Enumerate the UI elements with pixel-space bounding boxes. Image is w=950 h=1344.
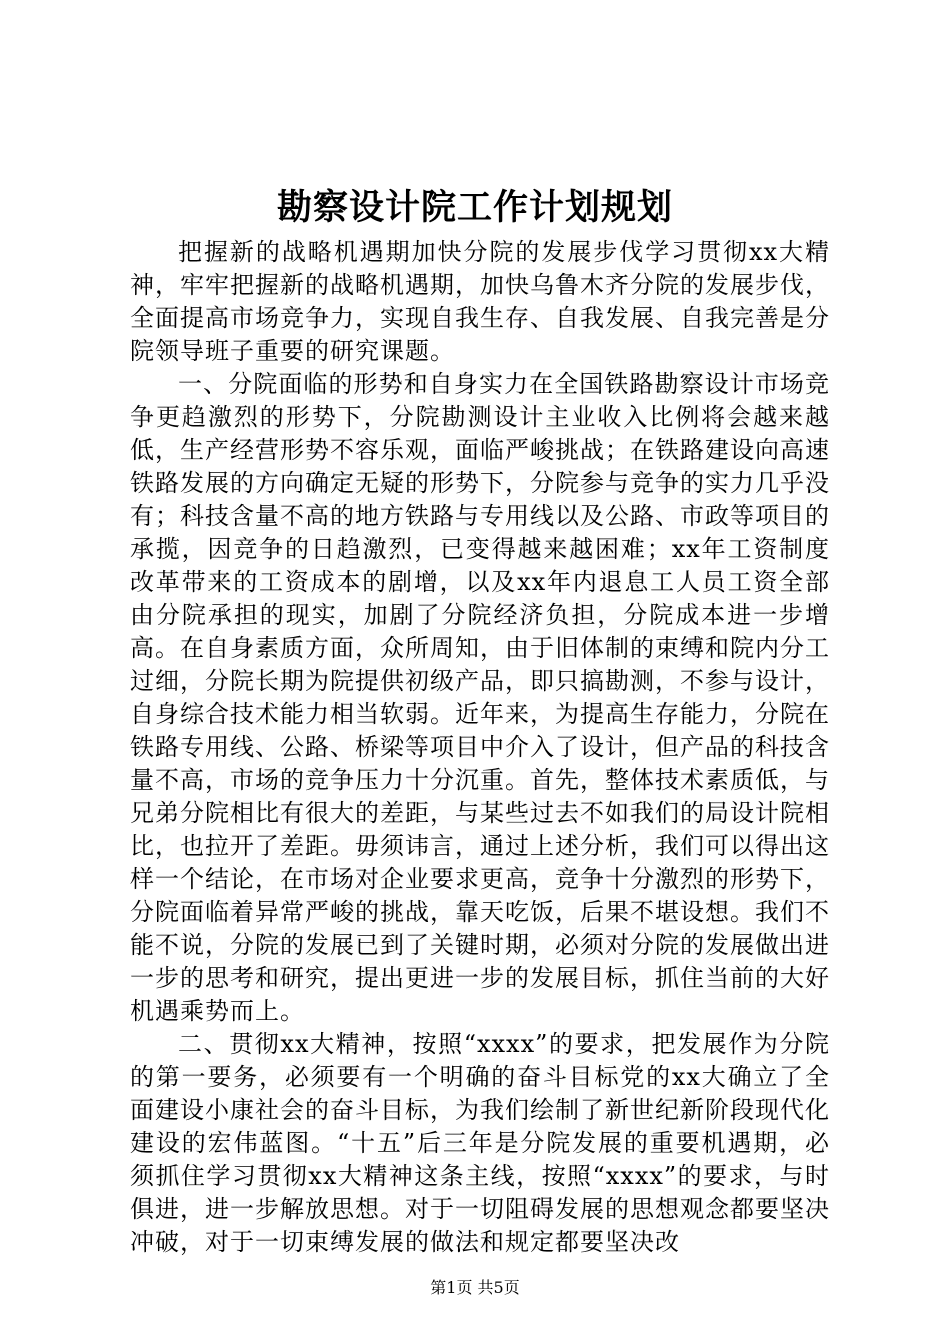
paragraph-section-two: 二、贯彻xx大精神，按照“xxxx”的要求，把发展作为分院的第一要务，必须要有一个明确的奋斗目标党的xx大确立了全面建设小康社会的奋斗目标，为我们绘制了新世纪新阶段现代化建设的宏伟蓝图。“十五”后三年是分院发展的重要机遇期，必须抓住学习贯彻xx大精神这条主线，按照“xxxx”的要求，与时俱进，进一步解放思想。对于一切阻碍发展的思想观念都要坚决冲破，对于一切束缚发展的做法和规定都要坚决改: [130, 1030, 830, 1256]
paragraph-intro: 把握新的战略机遇期加快分院的发展步伐学习贯彻xx大精神，牢牢把握新的战略机遇期，加快乌鲁木齐分院的发展步伐，全面提高市场竞争力，实现自我生存、自我发展、自我完善是分院领导班子重要的研究课题。: [130, 238, 830, 365]
paragraph-section-one: 一、分院面临的形势和自身实力在全国铁路勘察设计市场竞争更趋激烈的形势下，分院勘测设计主业收入比例将会越来越低，生产经营形势不容乐观，面临严峻挑战；在铁路建设向高速铁路发展的方向确定无疑的形势下，分院参与竞争的实力几乎没有；科技含量不高的地方铁路与专用线以及公路、市政等项目的承揽，因竞争的日趋激烈，已变得越来越困难；xx年工资制度改革带来的工资成本的剧增，以及xx年内退息工人员工资全部由分院承担的现实，加剧了分院经济负担，分院成本进一步增高。在自身素质方面，众所周知，由于旧体制的束缚和院内分工过细，分院长期为院提供初级产品，即只搞勘测，不参与设计，自身综合技术能力相当软弱。近年来，为提高生存能力，分院在铁路专用线、公路、桥梁等项目中介入了设计，但产品的科技含量不高，市场的竞争压力十分沉重。首先，整体技术素质低，与兄弟分院相比有很大的差距，与某些过去不如我们的局设计院相比，也拉开了差距。毋须讳言，通过上述分析，我们可以得出这样一个结论，在市场对企业要求更高，竞争十分激烈的形势下，分院面临着异常严峻的挑战，靠天吃饭，后果不堪设想。我们不能不说，分院的发展已到了关键时期，必须对分院的发展做出进一步的思考和研究，提出更进一步的发展目标，抓住当前的大好机遇乘势而上。: [130, 370, 830, 1025]
document-title: 勘察设计院工作计划规划: [276, 187, 673, 228]
document-body: [130, 236, 830, 1259]
page-number-label: 第1页 共5页: [430, 1278, 520, 1297]
page-footer: [0, 1277, 950, 1299]
